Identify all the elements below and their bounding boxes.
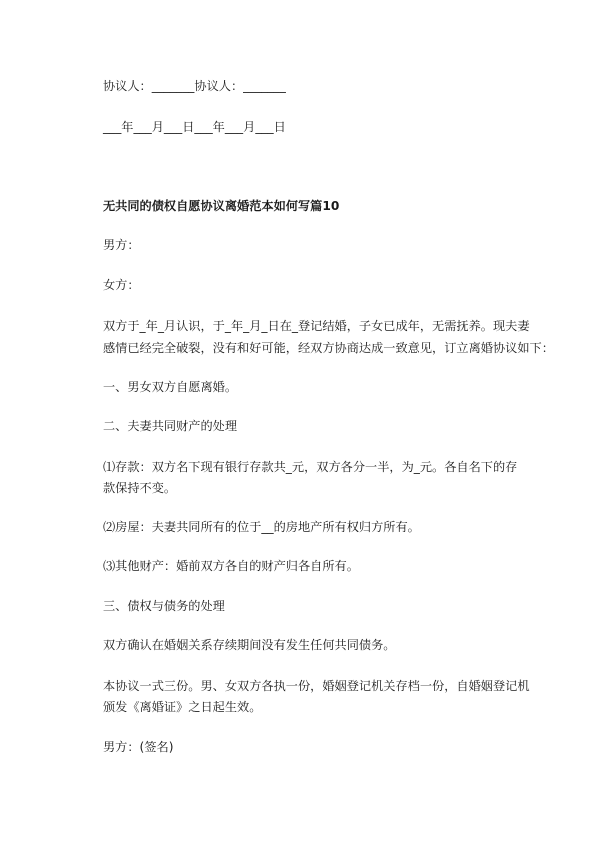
clause-2-heading: 二、夫妻共同财产的处理 [103,419,238,433]
clause-1: 一、男女双方自愿离婚。 [103,380,238,394]
female-label: 女方： [103,278,140,292]
clause-2-1-line-1: ⑴存款：双方名下现有银行存款共_元，双方各分一半，为_元。各自名下的存 [103,460,518,474]
clause-2-1-line-2: 款保持不变。 [103,481,177,495]
clause-3-heading: 三、债权与债务的处理 [103,599,225,613]
date-line: ___年___月___日___年___月___日 [103,120,286,134]
male-signature: 男方：(签名) [103,740,174,754]
closing-paragraph-line-2: 颁发《离婚证》之日起生效。 [103,700,262,714]
intro-paragraph-line-1: 双方于_年_月认识，于_年_月_日在_登记结婚，子女已成年，无需抚养。现夫妻 [103,319,530,333]
signature-line: 协议人：_______协议人：_______ [103,79,286,93]
male-label: 男方： [103,238,140,252]
clause-2-2: ⑵房屋：夫妻共同所有的位于__的房地产所有权归方所有。 [103,520,420,534]
clause-3-text: 双方确认在婚姻关系存续期间没有发生任何共同债务。 [103,638,396,652]
clause-2-3: ⑶其他财产：婚前双方各自的财产归各自所有。 [103,559,359,573]
section-heading: 无共同的债权自愿协议离婚范本如何写篇10 [103,199,340,213]
intro-paragraph-line-2: 感情已经完全破裂，没有和好可能，经双方协商达成一致意见，订立离婚协议如下： [103,341,554,355]
closing-paragraph-line-1: 本协议一式三份。男、女双方各执一份，婚姻登记机关存档一份，自婚姻登记机 [103,679,530,693]
